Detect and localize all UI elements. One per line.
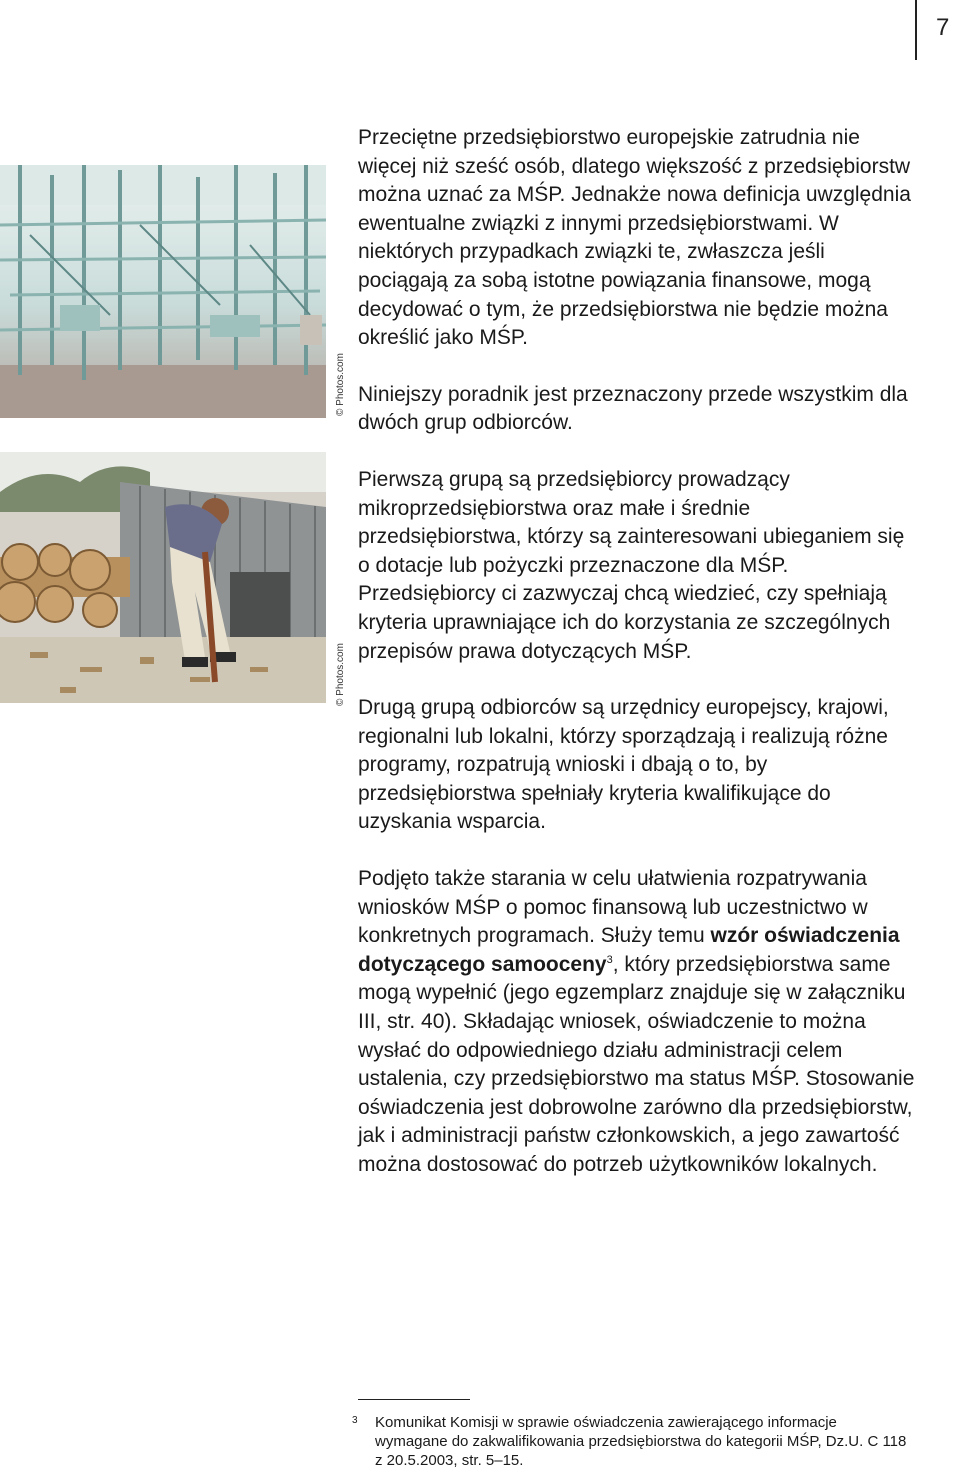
woodcutter-photo [0, 452, 326, 703]
body-text [358, 124, 918, 1208]
bold-term: wzór oświadczenia dotyczącego samooceny [358, 924, 900, 976]
paragraph: Przeciętne przedsiębiorstwo europejskie zatrudnia nie więcej niż sześć osób, dlatego większość z przedsiębiorstw można uznać za MŚP. Jednakże nowa definicja uwzględnia ewentualne związki z innymi przedsiębiorstwami. W niektórych przypadkach związki te, zwłaszcza jeśli pociągają za sobą istotne powiązania finansowe, mogą decydować o tym, że przedsiębiorstwa nie będzie można określić jako MŚP. [358, 126, 911, 350]
footnote-text: Komunikat Komisji w sprawie oświadczenia zawierającego informacje wymagane do zakwalifikowania przedsiębiorstwa do kategorii MŚP, Dz.U. C 118 z 20.5.2003, str. 5–15. [375, 1414, 907, 1469]
footnote [352, 1413, 912, 1470]
page-number: 7 [936, 14, 950, 41]
photo-credit: © Photos.com [335, 353, 346, 416]
paragraph: Drugą grupą odbiorców są urzędnicy europejscy, krajowi, regionalni lub lokalni, którzy sporządzają i realizują różne programy, rozpatrują wnioski i dbają o to, by przedsiębiorstwa spełniały kryteria kwalifikujące do uzyskania wsparcia. [358, 696, 889, 834]
footnote-mark: 3 [352, 1415, 358, 1426]
footnote-rule [358, 1399, 470, 1400]
paragraph: Niniejszy poradnik jest przeznaczony przede wszystkim dla dwóch grup odbiorców. [358, 382, 908, 435]
paragraph: Pierwszą grupą są przedsiębiorcy prowadzący mikroprzedsiębiorstwa oraz małe i średnie przedsiębiorstwa, którzy są zainteresowani ubieganiem się o dotacje lub pożyczki przeznaczone dla MŚP. Przedsiębiorcy ci zazwyczaj chcą wiedzieć, czy spełniają kryteria uprawniające ich do korzystania ze szczególnych przepisów prawa dotyczących MŚP. [358, 467, 905, 663]
paragraph-text: Podjęto także starania w celu ułatwienia rozpatrywania wniosków MŚP o pomoc finansową lub uczestnictwo w konkretnych programach. Służy temu [358, 867, 868, 948]
paragraph [358, 865, 918, 1180]
page-number-rule [915, 0, 917, 60]
paragraph-text: , który przedsiębiorstwa same mogą wypełnić (jego egzemplarz znajduje się w załączniku III, str. 40). Składając wniosek, oświadczenie to można wysłać do odpowiedniego działu administracji celem ustalenia, czy przedsiębiorstwo ma status MŚP. Stosowanie oświadczenia jest dobrowolne zarówno dla przedsiębiorstw, jak i administracji państw członkowskich, a jego zawartość można dostosować do potrzeb użytkowników lokalnych. [358, 952, 915, 1176]
photo-credit: © Photos.com [335, 643, 346, 706]
footnote-reference[interactable]: 3 [606, 953, 613, 966]
factory-photo [0, 165, 326, 418]
